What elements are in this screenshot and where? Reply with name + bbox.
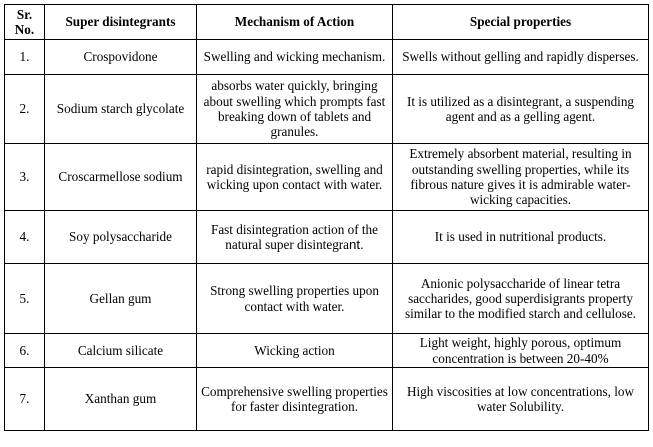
cell-mechanism: Comprehensive swelling properties for faster disintegration.	[197, 368, 393, 431]
cell-disintegrant: Calcium silicate	[45, 334, 197, 368]
table-row	[5, 144, 649, 211]
table-row	[5, 75, 649, 144]
cell-disintegrant: Xanthan gum	[45, 368, 197, 431]
table-header	[5, 5, 649, 40]
cell-sr-no: 5.	[5, 264, 45, 334]
cell-disintegrant: Crospovidone	[45, 40, 197, 75]
table-container	[4, 4, 649, 431]
cell-properties: Swells without gelling and rapidly disperses.	[393, 40, 649, 75]
cell-mechanism	[197, 211, 393, 264]
cell-mechanism: absorbs water quickly, bringing about swelling which prompts fast breaking down of tablets and granules.	[197, 75, 393, 144]
header-super-disintegrants: Super disintegrants	[45, 5, 197, 40]
table-row	[5, 264, 649, 334]
mechanism-text: Fast disintegration action of the natural super disintegra	[210, 221, 378, 252]
cell-sr-no: 2.	[5, 75, 45, 144]
mechanism-text-tail: nt.	[349, 237, 364, 252]
cell-disintegrant: Croscarmellose sodium	[45, 144, 197, 211]
table-row	[5, 40, 649, 75]
cell-mechanism: Wicking action	[197, 334, 393, 368]
cell-disintegrant: Soy polysaccharide	[45, 211, 197, 264]
superdisintegrants-table	[4, 4, 649, 431]
cell-sr-no: 7.	[5, 368, 45, 431]
table-body	[5, 40, 649, 431]
cell-properties: It is utilized as a disintegrant, a suspending agent and as a gelling agent.	[393, 75, 649, 144]
cell-mechanism: rapid disintegration, swelling and wicking upon contact with water.	[197, 144, 393, 211]
header-mechanism-of-action: Mechanism of Action	[197, 5, 393, 40]
cell-properties: Anionic polysaccharide of linear tetra saccharides, good superdisigrants property similar to the modified starch and cellulose.	[393, 264, 649, 334]
cell-disintegrant: Gellan gum	[45, 264, 197, 334]
table-row	[5, 368, 649, 431]
header-sr-no: Sr. No.	[5, 5, 45, 40]
cell-properties: It is used in nutritional products.	[393, 211, 649, 264]
cell-properties: High viscosities at low concentrations, low water Solubility.	[393, 368, 649, 431]
cell-properties: Extremely absorbent material, resulting in outstanding swelling properties, while its fibrous nature gives it is admirable water-wicking capacities.	[393, 144, 649, 211]
cell-disintegrant: Sodium starch glycolate	[45, 75, 197, 144]
table-row	[5, 334, 649, 368]
cell-sr-no: 3.	[5, 144, 45, 211]
cell-mechanism: Strong swelling properties upon contact with water.	[197, 264, 393, 334]
cell-sr-no: 1.	[5, 40, 45, 75]
cell-sr-no: 6.	[5, 334, 45, 368]
cell-sr-no: 4.	[5, 211, 45, 264]
header-row	[5, 5, 649, 40]
table-row	[5, 211, 649, 264]
cell-properties: Light weight, highly porous, optimum concentration is between 20-40%	[393, 334, 649, 368]
cell-mechanism: Swelling and wicking mechanism.	[197, 40, 393, 75]
header-special-properties: Special properties	[393, 5, 649, 40]
